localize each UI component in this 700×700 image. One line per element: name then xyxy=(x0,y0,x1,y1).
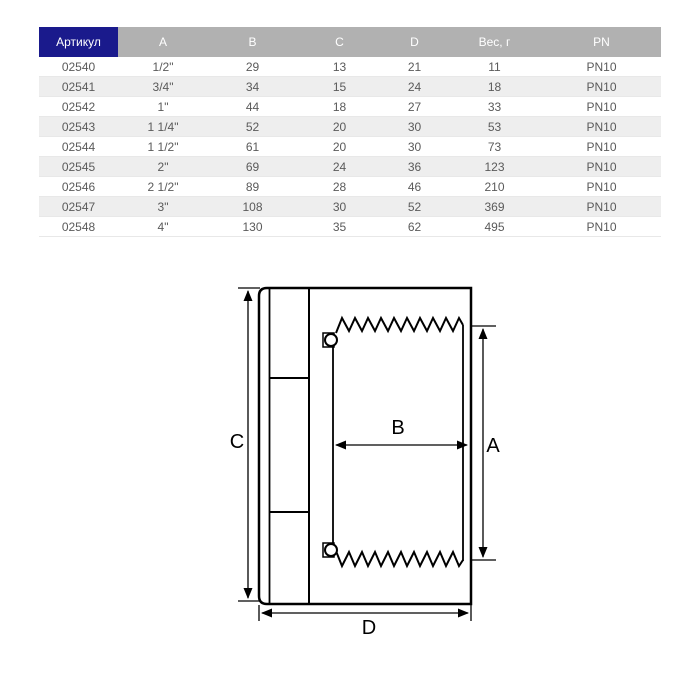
table-cell: PN10 xyxy=(542,177,661,197)
table-cell: 02547 xyxy=(39,197,118,217)
table-cell: 36 xyxy=(382,157,447,177)
table-cell: PN10 xyxy=(542,197,661,217)
table-cell: PN10 xyxy=(542,157,661,177)
table-cell: 2 1/2" xyxy=(118,177,208,197)
table-cell: 33 xyxy=(447,97,542,117)
table-cell: 02540 xyxy=(39,57,118,77)
column-header-1: A xyxy=(118,27,208,57)
table-cell: 02548 xyxy=(39,217,118,237)
table-cell: PN10 xyxy=(542,137,661,157)
table-cell: 3/4" xyxy=(118,77,208,97)
table-cell: 495 xyxy=(447,217,542,237)
table-cell: 28 xyxy=(297,177,382,197)
table-cell: PN10 xyxy=(542,217,661,237)
table-cell: 11 xyxy=(447,57,542,77)
table-cell: 210 xyxy=(447,177,542,197)
table-cell: 24 xyxy=(382,77,447,97)
table-cell: 02541 xyxy=(39,77,118,97)
table-cell: 61 xyxy=(208,137,297,157)
table-cell: 52 xyxy=(382,197,447,217)
table-cell: 02542 xyxy=(39,97,118,117)
table-cell: 46 xyxy=(382,177,447,197)
dim-label-b: B xyxy=(391,417,405,439)
table-cell: 130 xyxy=(208,217,297,237)
table-cell: 18 xyxy=(297,97,382,117)
table-cell: 1/2" xyxy=(118,57,208,77)
dim-label-d: D xyxy=(361,617,377,639)
table-cell: PN10 xyxy=(542,117,661,137)
thread-bottom xyxy=(336,551,463,566)
table-cell: 123 xyxy=(447,157,542,177)
thread-top xyxy=(336,318,463,333)
table-cell: 15 xyxy=(297,77,382,97)
table-cell: 4" xyxy=(118,217,208,237)
table-cell: 369 xyxy=(447,197,542,217)
table-cell: 02545 xyxy=(39,157,118,177)
table-cell: 52 xyxy=(208,117,297,137)
table-cell: 35 xyxy=(297,217,382,237)
column-header-4: D xyxy=(382,27,447,57)
column-header-2: B xyxy=(208,27,297,57)
table-cell: 29 xyxy=(208,57,297,77)
table-cell: 2" xyxy=(118,157,208,177)
column-header-6: PN xyxy=(542,27,661,57)
table-cell: 3" xyxy=(118,197,208,217)
table-cell: 21 xyxy=(382,57,447,77)
table-cell: 108 xyxy=(208,197,297,217)
dim-label-c: C xyxy=(229,431,245,453)
table-cell: 02544 xyxy=(39,137,118,157)
table-cell: PN10 xyxy=(542,57,661,77)
table-cell: 24 xyxy=(297,157,382,177)
table-cell: PN10 xyxy=(542,77,661,97)
oring-bottom xyxy=(325,544,337,556)
table-cell: 18 xyxy=(447,77,542,97)
table-cell: 27 xyxy=(382,97,447,117)
column-header-5: Вес, г xyxy=(447,27,542,57)
dim-label-a: A xyxy=(486,435,500,457)
table-cell: 30 xyxy=(382,137,447,157)
table-cell: 89 xyxy=(208,177,297,197)
table-cell: 53 xyxy=(447,117,542,137)
table-cell: 1" xyxy=(118,97,208,117)
table-cell: 02543 xyxy=(39,117,118,137)
table-cell: 30 xyxy=(382,117,447,137)
column-header-0: Артикул xyxy=(39,27,118,57)
table-cell: 73 xyxy=(447,137,542,157)
table-cell: PN10 xyxy=(542,97,661,117)
table-cell: 62 xyxy=(382,217,447,237)
table-cell: 02546 xyxy=(39,177,118,197)
table-cell: 20 xyxy=(297,137,382,157)
table-cell: 13 xyxy=(297,57,382,77)
table-cell: 44 xyxy=(208,97,297,117)
table-cell: 1 1/2" xyxy=(118,137,208,157)
column-header-3: C xyxy=(297,27,382,57)
table-cell: 69 xyxy=(208,157,297,177)
table-cell: 34 xyxy=(208,77,297,97)
table-cell: 30 xyxy=(297,197,382,217)
table-cell: 1 1/4" xyxy=(118,117,208,137)
oring-top xyxy=(325,334,337,346)
table-cell: 20 xyxy=(297,117,382,137)
